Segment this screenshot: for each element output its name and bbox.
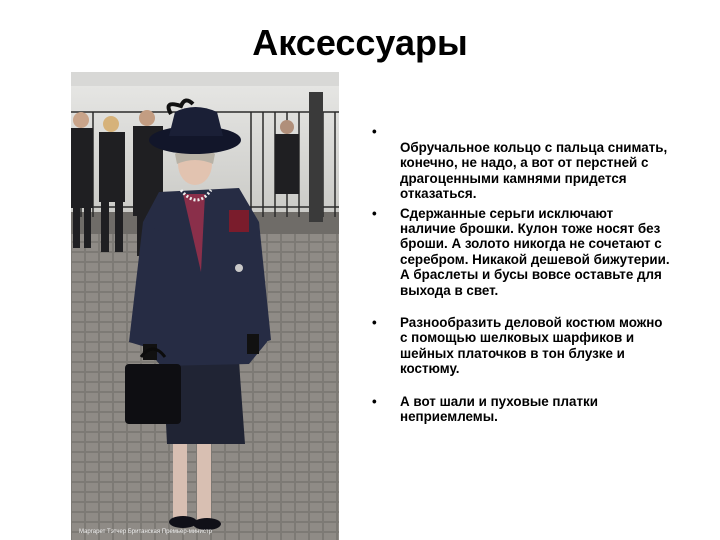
bullet-text: Разнообразить деловой костюм можно с помощью шелковых шарфиков и шейных платочков в тон блузке и костюму. <box>400 315 663 377</box>
photo-illustration <box>71 72 339 540</box>
photo-caption: Маргарет Тэтчер Британская Премьер-министр <box>79 529 212 535</box>
bullet-marker: • <box>372 315 377 331</box>
bullet-text: Сдержанные серьги исключают наличие брошки. Кулон тоже носят без броши. А золото никогда не сочетают с серебром. Никакой дешевой бижутерии. А браслеты и бусы вовсе оставьте для выхода в свет. <box>400 205 670 298</box>
bullet-marker: • <box>372 124 377 139</box>
bullet-marker: • <box>372 205 377 221</box>
bullet-item <box>372 206 672 298</box>
photo-margaret-thatcher <box>71 72 339 540</box>
bullet-text: А вот шали и пуховые платки неприемлемы. <box>400 393 598 425</box>
bullet-item <box>372 126 672 202</box>
bullet-item <box>372 394 672 425</box>
bullet-marker: • <box>372 393 377 409</box>
bullet-item <box>372 315 672 377</box>
slide-title: Аксессуары <box>252 22 468 63</box>
bullet-text: Обручальное кольцо с пальца снимать, конечно, не надо, а вот от перстней с драгоценными камнями придется отказаться. <box>400 140 668 202</box>
bullet-list <box>372 126 672 425</box>
